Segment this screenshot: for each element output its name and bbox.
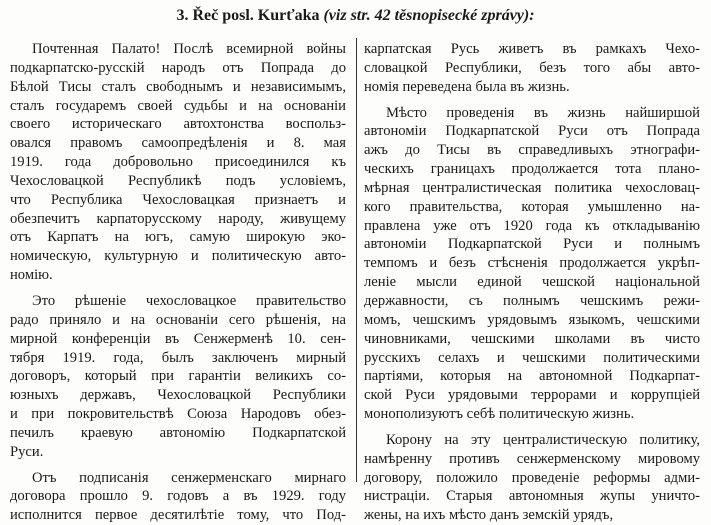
- text-line: договоръ, который при гарантіи великихъ со-: [10, 368, 346, 385]
- paragraph: [10, 292, 346, 462]
- text-line: жены, на ихъ мѣсто данъ земскій урядъ,: [364, 507, 614, 524]
- speech-heading: [0, 6, 711, 26]
- text-line: исполнится первое десятилѣтіе тому, что Под-: [10, 507, 346, 524]
- text-line: Мѣсто проведенія въ жизнь найширшой: [386, 104, 700, 121]
- text-line: Это рѣшеніе чехословацкое правительство: [32, 292, 346, 309]
- paragraph-gap: [10, 462, 346, 469]
- text-line: словацкой Республики, безъ того абы авто-: [364, 59, 700, 76]
- text-line: кого правительства, которая умышленно на-: [364, 198, 700, 215]
- text-line: партіями, которыя на автономной Подкарпат-: [364, 368, 700, 385]
- text-line: темпомъ и безъ стѣсненія продолжается укрѣп-: [364, 255, 700, 272]
- text-line: русскихъ селахъ и чешскими политическими: [364, 349, 700, 366]
- text-line: что Республика Чехословацкая признаетъ и: [10, 191, 346, 208]
- paragraph-gap: [10, 285, 346, 292]
- heading-reference-note: (viz str. 42 těsnopisecké zprávy):: [323, 7, 535, 24]
- paragraph-gap: [364, 97, 700, 104]
- text-line: овался правомъ самоопредѣленія и 8. мая: [10, 135, 346, 152]
- text-line: ческихъ границахъ продолжается тота плано-: [364, 161, 700, 178]
- text-line: Почтенная Палато! Послѣ всемирной войны: [32, 41, 346, 57]
- paragraph: [364, 104, 700, 424]
- text-line: тября 1919. года, былъ заключенъ мирный: [10, 349, 346, 366]
- text-line: Руси.: [10, 443, 44, 460]
- paragraph: [10, 40, 346, 285]
- text-line: леніе мысли единой чешской національной: [364, 274, 700, 291]
- text-line: обезпечитъ карпаторусскому народу, живущему: [10, 210, 346, 227]
- text-line: правлена уже отъ 1920 года къ откладыванію: [364, 217, 700, 234]
- text-line: державности, съ полнымъ чешскимъ режи-: [364, 292, 700, 309]
- paragraph: [364, 40, 700, 97]
- text-line: ской Руси урядовыми террорами и коррупціей: [364, 387, 700, 404]
- text-line: радо приняло и на основаніи сего рѣшенія, на: [10, 311, 346, 328]
- text-line: Чехословацкой Республикѣ подъ условіемъ,: [10, 172, 346, 189]
- text-line: ажъ до Тисы въ справедливыхъ этнографи-: [364, 142, 700, 159]
- text-line: своего историческаго автохтонства воспольз-: [10, 116, 346, 133]
- text-line: чиновниками, чешскими школами въ чисто: [364, 330, 700, 347]
- text-line: номія переведена была въ жизнь.: [364, 78, 570, 95]
- text-line: карпатская Русь живетъ въ рамкахъ Чехо-: [364, 41, 700, 57]
- heading-title: 3. Řeč posl. Kurťaka: [176, 7, 320, 24]
- text-line: отъ Карпатъ на югъ, самую широкую эко-: [10, 229, 346, 246]
- text-line: печилъ краевую автономію Подкарпатской: [10, 424, 346, 441]
- text-line: и при покровительствѣ Союза Народовъ обез-: [10, 406, 346, 423]
- text-line: договору, положило проведеніе реформы адми-: [364, 469, 700, 486]
- text-line: мѣрная централистическая политика чехословац-: [364, 179, 700, 196]
- text-line: сталъ государемъ своей судьбы и на основаніи: [10, 97, 346, 114]
- text-line: договора прошло 9. годовъ а въ 1929. году: [10, 488, 346, 505]
- text-line: автономіи Подкарпатской Руси и полнымъ: [364, 236, 700, 253]
- paragraph: [10, 469, 346, 525]
- column-divider: [356, 38, 357, 482]
- text-line: номическую, культурную и политическую авто-: [10, 248, 346, 265]
- text-line: автономіи Подкарпатской Руси отъ Попрада: [364, 123, 700, 140]
- text-line: Бѣлой Тисы сталъ свободнымъ и независимымъ,: [10, 78, 346, 95]
- paragraph-gap: [364, 424, 700, 431]
- text-line: монополизуютъ себѣ политическую жизнь.: [364, 406, 635, 423]
- left-text-column: [10, 40, 346, 525]
- text-line: намѣренну противъ сенжерменскому мировому: [364, 450, 700, 467]
- right-text-column: [364, 40, 700, 525]
- text-line: Корону на эту централистическую политику,: [386, 431, 700, 448]
- text-line: Отъ подписанія сенжерменскаго мирнаго: [32, 469, 346, 486]
- text-line: нистраціи. Старыя автономныя жупы уничто-: [364, 488, 700, 505]
- text-line: мирной конференціи въ Сенжерменѣ 10. сен-: [10, 330, 346, 347]
- text-line: номію.: [10, 267, 53, 284]
- paragraph: [364, 431, 700, 525]
- text-line: юзныхъ державъ, Чехословацкой Республики: [10, 387, 346, 404]
- text-line: подкарпатско-русскій народъ отъ Попрада до: [10, 59, 346, 76]
- text-line: 1919. года добровольно присоединился къ: [10, 154, 346, 171]
- text-line: момъ, чешскимъ урядовымъ языкомъ, чешскими: [364, 311, 700, 328]
